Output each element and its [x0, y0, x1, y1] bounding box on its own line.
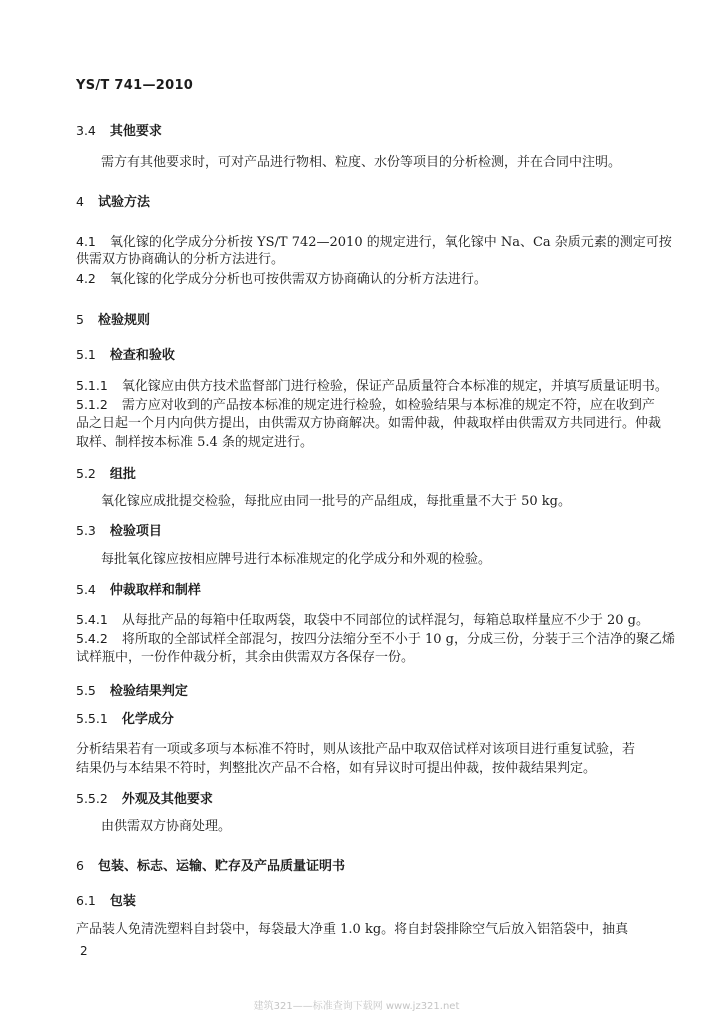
- section-4-1-line-2: 供需双方协商确认的分析方法进行。: [76, 252, 285, 267]
- section-5-4-2-line-1: [76, 631, 675, 648]
- section-number: 6.1: [76, 893, 96, 908]
- section-number: 4.1: [76, 234, 96, 249]
- page-number: 2: [80, 944, 88, 958]
- section-title: 检查和验收: [109, 348, 175, 363]
- section-5-1-2-line-2: 品之日起一个月内向供方提出，由供需双方协商解决。如需仲裁，仲裁取样由供需双方共同进行。仲裁: [76, 416, 662, 431]
- section-number: 5.4.1: [76, 612, 108, 627]
- section-5-1-2-line-1: [76, 397, 655, 414]
- section-6-1-body: 产品装人免清洗塑料自封袋中，每袋最大净重 1.0 kg。将自封袋排除空气后放入铝箔袋中，抽真: [76, 922, 629, 937]
- section-title: 化学成分: [121, 712, 174, 727]
- section-6-1-heading: [76, 893, 136, 910]
- section-number: 6: [76, 858, 84, 873]
- section-5-heading: [76, 312, 150, 329]
- section-5-5-1-line-1: 分析结果若有一项或多项与本标准不符时，则从该批产品中取双倍试样对该项目进行重复试验，若: [76, 742, 636, 757]
- section-4-2-line: [76, 271, 487, 288]
- section-text: 氧化镓的化学成分分析也可按供需双方协商确认的分析方法进行。: [109, 272, 487, 287]
- section-number: 5.1: [76, 347, 96, 362]
- section-number: 5: [76, 312, 84, 327]
- section-text: 氧化镓的化学成分分析按 YS/T 742—2010 的规定进行，氧化镓中 Na、Ca 杂质元素的测定可按: [109, 235, 672, 250]
- section-number: 5.3: [76, 523, 96, 538]
- section-title: 组批: [109, 467, 136, 482]
- standard-code-header: YS/T 741—2010: [76, 78, 194, 93]
- section-number: 5.4.2: [76, 631, 108, 646]
- section-5-5-2-heading: [76, 791, 213, 808]
- section-title: 包装、标志、运输、贮存及产品质量证明书: [97, 859, 345, 874]
- section-text: 氧化镓应由供方技术监督部门进行检验，保证产品质量符合本标准的规定，并填写质量证明书。: [121, 379, 668, 394]
- section-title: 检验规则: [97, 313, 150, 328]
- section-text: 将所取的全部试样全部混匀，按四分法缩分至不小于 10 g，分成三份，分装于三个洁净的聚乙烯: [121, 632, 675, 647]
- section-number: 5.4: [76, 582, 96, 597]
- section-title: 试验方法: [97, 195, 150, 210]
- section-4-heading: [76, 194, 150, 211]
- section-5-2-heading: [76, 466, 136, 483]
- section-title: 检验结果判定: [109, 684, 188, 699]
- section-title: 其他要求: [109, 124, 162, 139]
- section-5-5-heading: [76, 683, 188, 700]
- section-title: 外观及其他要求: [121, 792, 213, 807]
- section-4-1-line-1: [76, 234, 672, 251]
- section-number: 3.4: [76, 123, 96, 138]
- section-5-4-heading: [76, 582, 201, 599]
- section-5-2-body: 氧化镓应成批提交检验，每批应由同一批号的产品组成，每批重量不大于 50 kg。: [101, 494, 572, 509]
- section-title: 包装: [109, 894, 136, 909]
- section-5-3-heading: [76, 523, 162, 540]
- section-title: 检验项目: [109, 524, 162, 539]
- section-5-5-1-line-2: 结果仍与本结果不符时，判整批次产品不合格，如有异议时可提出仲裁，按仲裁结果判定。: [76, 761, 597, 776]
- section-5-1-heading: [76, 347, 175, 364]
- section-text: 需方应对收到的产品按本标准的规定进行检验，如检验结果与本标准的规定不符，应在收到产: [121, 398, 655, 413]
- section-number: 4.2: [76, 271, 96, 286]
- watermark-text: 建筑321——标准查询下载网 www.jz321.net: [253, 1001, 460, 1012]
- section-5-3-body: 每批氧化镓应按相应牌号进行本标准规定的化学成分和外观的检验。: [101, 552, 492, 567]
- section-number: 5.1.2: [76, 397, 108, 412]
- section-number: 5.5: [76, 683, 96, 698]
- section-5-5-2-body: 由供需双方协商处理。: [101, 819, 232, 834]
- section-text: 从每批产品的每箱中任取两袋，取袋中不同部位的试样混匀，每箱总取样量应不少于 20 g。: [121, 613, 649, 628]
- section-5-4-2-line-2: 试样瓶中，一份作仲裁分析，其余由供需双方各保存一份。: [76, 650, 415, 665]
- section-3-4-heading: [76, 123, 162, 140]
- section-number: 5.5.2: [76, 791, 108, 806]
- section-5-5-1-heading: [76, 711, 174, 728]
- section-5-1-2-line-3: 取样、制样按本标准 5.4 条的规定进行。: [76, 435, 313, 450]
- section-6-heading: [76, 858, 345, 875]
- section-5-4-1-line: [76, 612, 649, 629]
- section-number: 5.5.1: [76, 711, 108, 726]
- section-number: 5.1.1: [76, 378, 108, 393]
- section-title: 仲裁取样和制样: [109, 583, 201, 598]
- section-number: 5.2: [76, 466, 96, 481]
- section-number: 4: [76, 194, 84, 209]
- section-5-1-1-line: [76, 378, 668, 395]
- section-3-4-body: 需方有其他要求时，可对产品进行物相、粒度、水份等项目的分析检测，并在合同中注明。: [101, 155, 622, 170]
